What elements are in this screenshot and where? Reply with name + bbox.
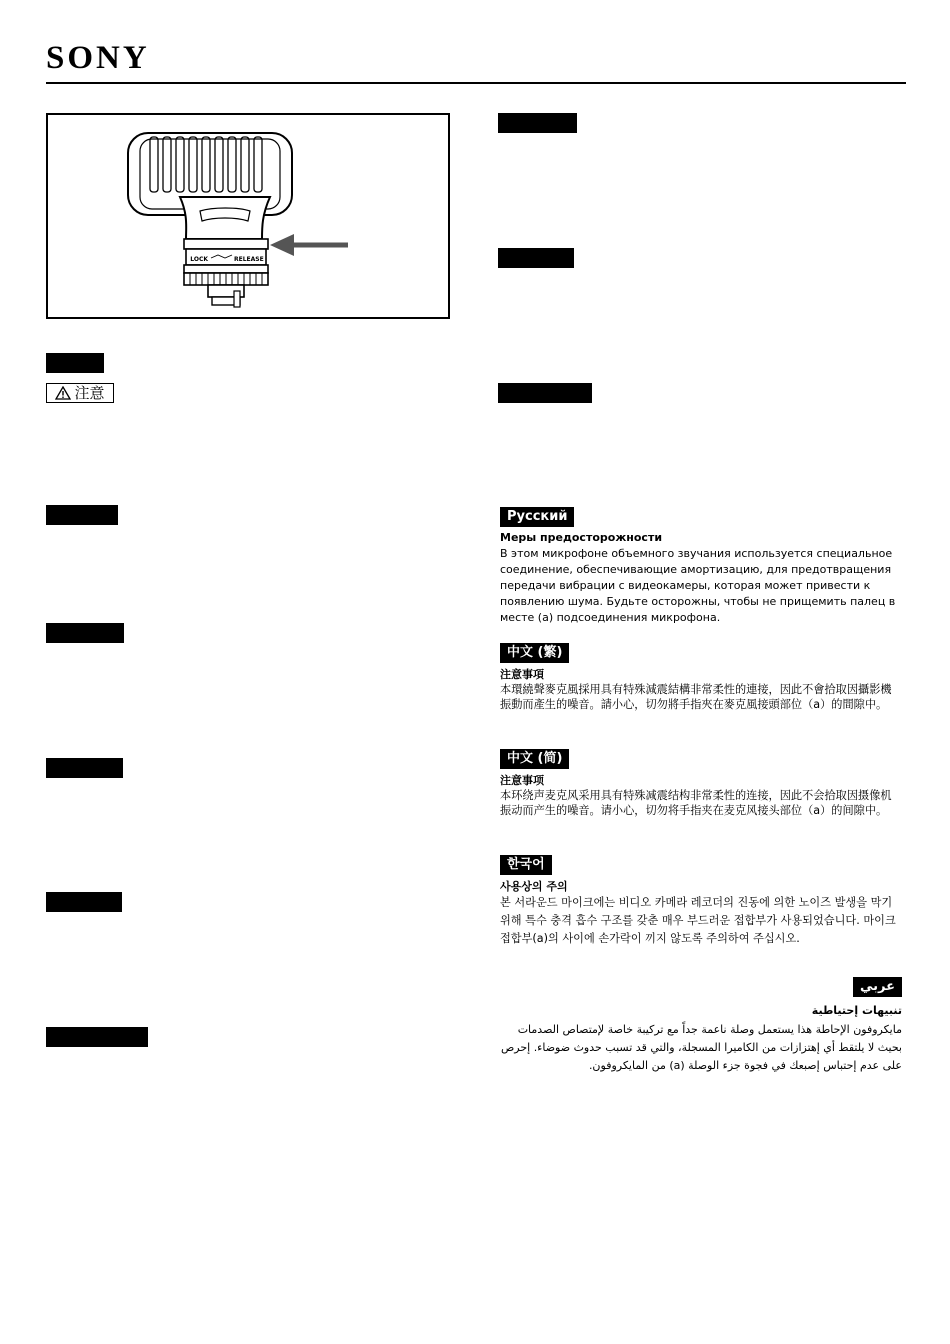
microphone-drawing: [48, 115, 452, 321]
microphone-illustration: [46, 113, 450, 319]
language-tag-korean: 한국어: [500, 855, 552, 875]
release-label: RELEASE: [234, 256, 264, 263]
chinese-simplified-heading: 注意事项: [500, 774, 544, 787]
arabic-heading: تنبيهات إحتياطية: [811, 1004, 902, 1017]
russian-body: В этом микрофоне объемного звучания используется специальное соединение, обеспечивающие амортизацию, для предотвращения передачи вибрации с видеокамеры, которая может привести к появлению шума. Будьте осторожны, чтобы не прищемить палец в месте (a) подсоединения микрофона.: [500, 547, 896, 624]
russian-heading: Меры предосторожности: [500, 531, 663, 544]
chinese-simplified-body: 本环绕声麦克风采用具有特殊减震结构非常柔性的连接，因此不会拾取因摄像机振动而产生的噪音。请小心，切勿将手指夹在麦克风接头部位（a）的间隙中。: [500, 789, 892, 817]
language-tag-russian: Русский: [500, 507, 574, 527]
right-language-label-3: [498, 383, 592, 403]
arabic-body: مايكروفون الإحاطة هذا يستعمل وصلة ناعمة جداً مع تركيبة خاصة لإمتصاص الصدمات بحيث لا يلتقط أي إهتزازات من الكاميرا المسجلة، والتي قد تسبب حدوث ضوضاء. إحرص على عدم إحتباس إصبعك في فجوة جزء الوصلة (a) من المايكروفون.: [500, 1023, 902, 1072]
header-rule: [46, 82, 906, 84]
right-language-label-2: [498, 248, 574, 268]
warning-triangle-icon: [55, 386, 71, 400]
left-language-label-2: [46, 505, 118, 525]
left-language-label-6: [46, 1027, 148, 1047]
left-language-label-3: [46, 623, 124, 643]
chinese-traditional-heading: 注意事項: [500, 668, 544, 681]
left-language-label-4: [46, 758, 123, 778]
korean-heading: 사용상의 주의: [500, 880, 568, 893]
caution-label: 注意: [74, 383, 105, 402]
korean-body: 본 서라운드 마이크에는 비디오 카메라 레코더의 진동에 의한 노이즈 발생을 막기 위해 특수 충격 흡수 구조를 갖춘 매우 부드러운 접합부가 사용되었습니다. 마이크 접합부(a)의 사이에 손가락이 끼지 않도록 주의하여 주십시오.: [500, 896, 896, 945]
left-language-label-1: [46, 353, 104, 373]
chinese-traditional-body: 本環繞聲麥克風採用具有特殊減震結構非常柔性的連接，因此不會拾取因攝影機振動而產生的噪音。請小心，切勿將手指夾在麥克風接頭部位（a）的間隙中。: [500, 683, 892, 711]
right-language-label-1: [498, 113, 577, 133]
language-tag-chinese-simplified: 中文 (简): [500, 749, 569, 769]
language-tag-arabic: عربي: [853, 977, 902, 997]
sony-logo: SONY: [46, 40, 150, 76]
left-language-label-5: [46, 892, 122, 912]
caution-badge: [46, 383, 114, 403]
lock-label: LOCK: [190, 256, 208, 263]
arrow-left-icon: [270, 234, 294, 256]
language-tag-chinese-traditional: 中文 (繁): [500, 643, 569, 663]
